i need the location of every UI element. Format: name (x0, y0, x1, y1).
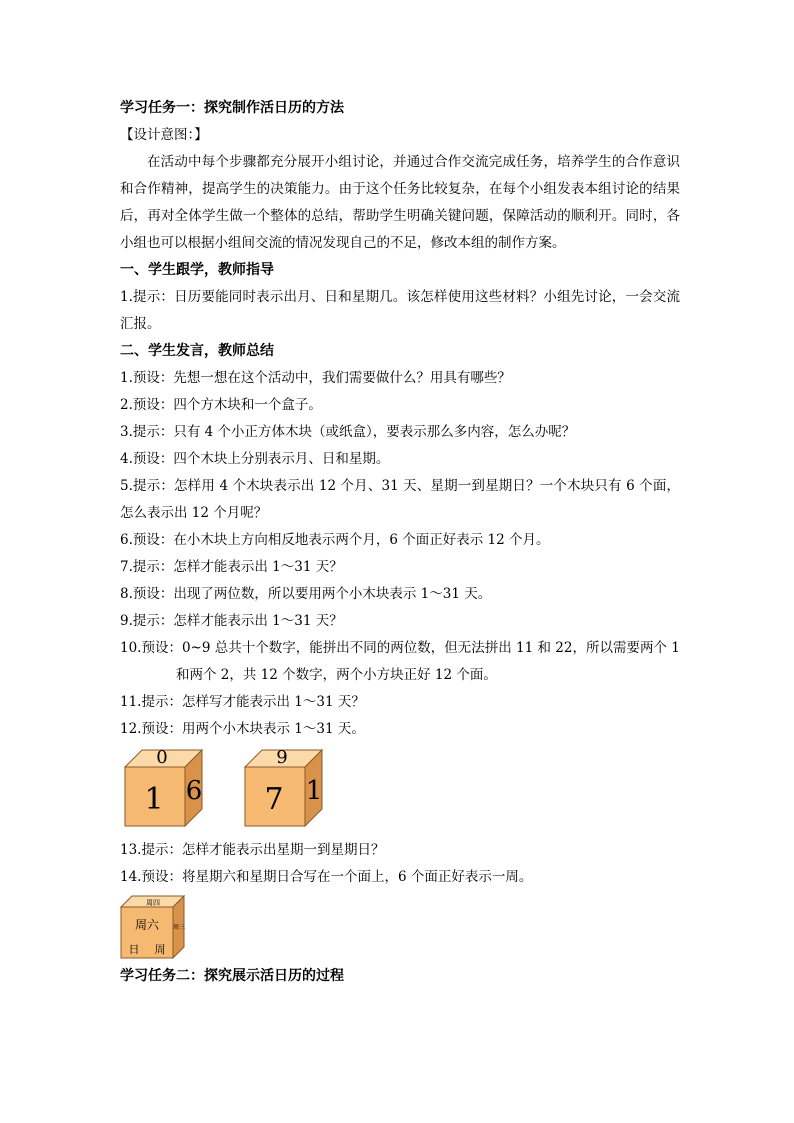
week-cube-front-text: 周六 (134, 918, 160, 932)
design-intent-text: 在活动中每个步骤都充分展开小组讨论，并通过合作交流完成任务，培养学生的合作意识和合作精神，提高学生的决策能力。由于这个任务比较复杂，在每个小组发表本组讨论的结果后，再对全体学生做一个整体的总结，帮助学生明确关键问题，保障活动的顺利开。同时，各小组也可以根据小组间交流的情况发现自己的不足，修改本组的制作方案。 (120, 154, 680, 251)
week-cube-figure (120, 895, 680, 959)
cube-a-front-digit: 1 (144, 782, 164, 817)
section2-title: 二、学生发言，教师总结 (120, 343, 274, 359)
number-cube-a (124, 749, 224, 833)
week-cube (120, 895, 190, 959)
week-cube-front-bottom-right: 周 (154, 943, 166, 956)
item-9: 9.提示：怎样才能表示出 1～31 天？ (120, 613, 343, 629)
item-11: 11.提示：怎样写才能表示出 1～31 天？ (120, 694, 365, 710)
item-8: 8.预设：出现了两位数，所以要用两个小木块表示 1～31 天。 (120, 586, 492, 602)
item-4: 4.预设：四个木块上分别表示月、日和星期。 (120, 451, 390, 467)
item-5: 5.提示：怎样用 4 个木块表示出 12 个月、31 天、星期一到星期日？一个木块只有 6 个面，怎么表示出 12 个月呢？ (120, 478, 680, 521)
item-14: 14.预设：将星期六和星期日合写在一个面上，6 个面正好表示一周。 (120, 869, 533, 885)
cube-b-front-digit: 7 (264, 782, 284, 817)
document-page (120, 95, 680, 990)
item-2: 2.预设：四个方木块和一个盒子。 (120, 397, 322, 413)
section1-item1: 1.提示：日历要能同时表示出月、日和星期几。该怎样使用这些材料？小组先讨论，一会交流汇报。 (120, 289, 680, 332)
task1-title: 学习任务一：探究制作活日历的方法 (120, 100, 344, 116)
cube-a-side-digit: 6 (185, 776, 203, 806)
week-cube-top-text: 周四 (146, 899, 160, 907)
number-cube-b (244, 749, 344, 833)
number-cubes-figure (120, 749, 680, 833)
cube-b-top-digit: 9 (276, 749, 288, 768)
week-cube-front-bottom-left: 日 (128, 943, 140, 956)
week-cube-side-text: 周三 (172, 924, 186, 931)
section1-title: 一、学生跟学，教师指导 (120, 262, 274, 278)
task2-title: 学习任务二：探究展示活日历的过程 (120, 968, 344, 984)
design-intent-label: 【设计意图：】 (120, 127, 208, 143)
item-7: 7.提示：怎样才能表示出 1～31 天？ (120, 559, 343, 575)
item-10-line1: 10.预设：0~9 总共十个数字，能拼出不同的两位数，但无法拼出 11 和 22，所以需要两个 1 (120, 640, 680, 656)
item-12: 12.预设：用两个小木块表示 1～31 天。 (120, 721, 365, 737)
item-10-line2: 和两个 2，共 12 个数字，两个小方块正好 12 个面。 (176, 667, 497, 683)
cube-b-side-digit: 1 (305, 776, 323, 806)
cube-a-top-digit: 0 (156, 749, 168, 768)
item-3: 3.提示：只有 4 个小正方体木块（或纸盒），要表示那么多内容，怎么办呢？ (120, 424, 576, 440)
item-6: 6.预设：在小木块上方向相反地表示两个月，6 个面正好表示 12 个月。 (120, 532, 550, 548)
item-13: 13.提示：怎样才能表示出星期一到星期日？ (120, 842, 385, 858)
item-1: 1.预设：先想一想在这个活动中，我们需要做什么？用具有哪些？ (120, 370, 511, 386)
